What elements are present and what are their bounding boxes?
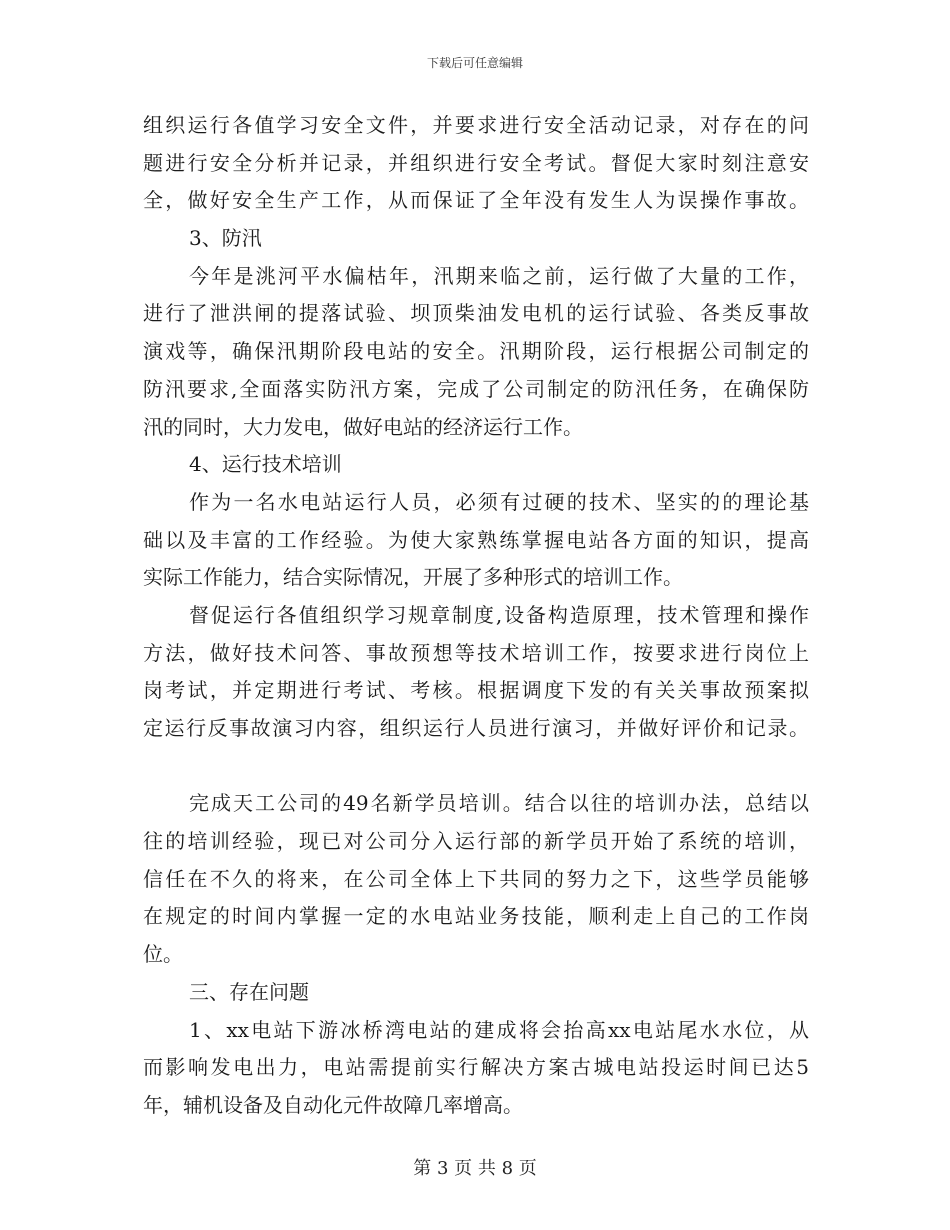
body-line: 完成天工公司的49名新学员培训。结合以往的培训办法，总结以 <box>189 791 809 816</box>
body-line: 演戏等，确保汛期阶段电站的安全。汛期阶段，运行根据公司制定的 <box>143 339 809 364</box>
body-line: 岗考试，并定期进行考试、考核。根据调度下发的有关关事故预案拟 <box>143 678 809 703</box>
body-line: 方法，做好技术问答、事故预想等技术培训工作，按要求进行岗位上 <box>143 640 809 665</box>
body-line: 1、xx电站下游冰桥湾电站的建成将会抬高xx电站尾水水位，从 <box>189 1017 809 1042</box>
body-line: 在规定的时间内掌握一定的水电站业务技能，顺利走上自己的工作岗 <box>143 904 809 929</box>
body-line: 往的培训经验，现已对公司分入运行部的新学员开始了系统的培训， <box>143 829 809 854</box>
page-header-watermark: 下载后可任意编辑 <box>426 56 523 70</box>
body-line: 而影响发电出力，电站需提前实行解决方案古城电站投运时间已达5 <box>143 1055 809 1080</box>
body-line: 位。 <box>143 942 183 967</box>
body-line: 定运行反事故演习内容，组织运行人员进行演习，并做好评价和记录。 <box>143 716 809 740</box>
body-line: 题进行安全分析并记录，并组织进行安全考试。督促大家时刻注意安 <box>143 150 809 175</box>
body-line: 全，做好安全生产工作，从而保证了全年没有发生人为误操作事故。 <box>143 188 809 213</box>
document-body <box>143 107 809 1125</box>
body-line: 础以及丰富的工作经验。为使大家熟练掌握电站各方面的知识，提高 <box>143 527 809 552</box>
page-number: 第 3 页 共 8 页 <box>413 1158 537 1179</box>
body-line: 实际工作能力，结合实际情况，开展了多种形式的培训工作。 <box>143 565 683 590</box>
body-line: 进行了泄洪闸的提落试验、坝顶柴油发电机的运行试验、各类反事故 <box>143 301 809 326</box>
body-line: 汛的同时，大力发电，做好电站的经济运行工作。 <box>143 414 583 439</box>
body-line: 督促运行各值组织学习规章制度,设备构造原理，技术管理和操作 <box>189 602 809 627</box>
body-line: 作为一名水电站运行人员，必须有过硬的技术、坚实的的理论基 <box>189 489 809 514</box>
body-line: 年，辅机设备及自动化元件故障几率增高。 <box>143 1092 523 1117</box>
section-heading: 3、防汛 <box>189 226 262 251</box>
section-heading: 三、存在问题 <box>189 979 309 1004</box>
body-line: 防汛要求,全面落实防汛方案，完成了公司制定的防汛任务，在确保防 <box>143 376 809 401</box>
blank-line <box>143 748 809 786</box>
body-line: 今年是洮河平水偏枯年，汛期来临之前，运行做了大量的工作， <box>189 263 809 288</box>
section-heading: 4、运行技术培训 <box>189 452 342 477</box>
body-line: 信任在不久的将来，在公司全体上下共同的努力之下，这些学员能够 <box>143 866 809 891</box>
body-line: 组织运行各值学习安全文件，并要求进行安全活动记录，对存在的问 <box>143 113 809 137</box>
